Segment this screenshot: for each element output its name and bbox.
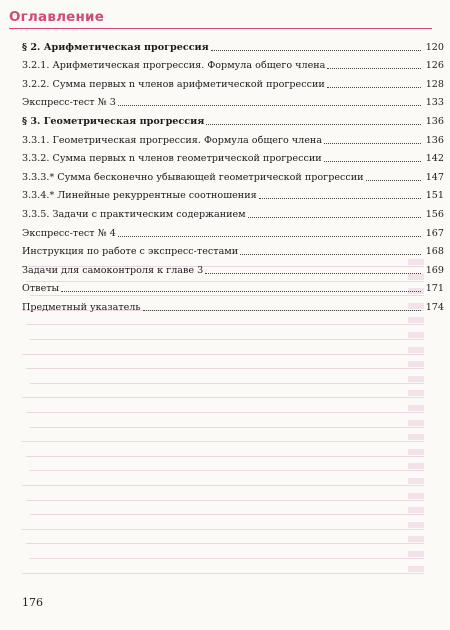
show-through-mark bbox=[408, 478, 424, 484]
toc-entry bbox=[22, 165, 444, 184]
toc-entry bbox=[22, 240, 444, 259]
toc-entry-title: § 3. Геометрическая прогрессия bbox=[22, 115, 205, 127]
show-through-line bbox=[22, 529, 424, 530]
toc-entry-title: 3.3.5. Задачи с практическим содержанием bbox=[22, 208, 246, 220]
show-through-mark bbox=[408, 347, 424, 353]
show-through-line bbox=[22, 573, 424, 574]
show-through-line bbox=[22, 354, 424, 355]
toc-entry-title: 3.2.2. Сумма первых n членов арифметической прогрессии bbox=[22, 78, 325, 90]
show-through-line bbox=[30, 558, 424, 559]
show-through-line bbox=[30, 470, 424, 471]
dot-leader bbox=[206, 124, 421, 125]
show-through-line bbox=[30, 383, 424, 384]
dot-leader bbox=[118, 105, 421, 106]
show-through-line bbox=[26, 368, 424, 369]
show-through-line bbox=[30, 339, 424, 340]
dot-leader bbox=[327, 68, 421, 69]
show-through-line bbox=[22, 441, 424, 442]
dot-leader bbox=[240, 254, 421, 255]
dot-leader bbox=[324, 161, 421, 162]
show-through-mark bbox=[408, 420, 424, 426]
show-through-line bbox=[26, 324, 424, 325]
show-through-mark bbox=[408, 405, 424, 411]
show-through-line bbox=[26, 456, 424, 457]
toc-entry-page: 174 bbox=[425, 301, 444, 313]
show-through-mark bbox=[408, 390, 424, 396]
toc-entry-title: Инструкция по работе с экспресс-тестами bbox=[22, 246, 239, 258]
toc-entry-title: 3.3.1. Геометрическая прогрессия. Формула общего члена bbox=[22, 134, 323, 146]
toc-entry-page: 120 bbox=[425, 41, 444, 53]
toc-entry bbox=[22, 109, 444, 128]
dot-leader bbox=[143, 310, 421, 311]
toc-entry-title: 3.3.4.* Линейные рекуррентные соотношения bbox=[22, 190, 257, 202]
toc-entry-page: 126 bbox=[425, 60, 444, 72]
toc-entry bbox=[22, 184, 444, 203]
show-through-line bbox=[26, 412, 424, 413]
section-title: Оглавление bbox=[9, 9, 105, 25]
toc-entry bbox=[22, 72, 444, 91]
show-through-line bbox=[30, 514, 424, 515]
show-through-line bbox=[26, 500, 424, 501]
toc-entry bbox=[22, 258, 444, 277]
table-of-contents bbox=[22, 35, 444, 314]
toc-entry-title: 3.2.1. Арифметическая прогрессия. Формула общего члена bbox=[22, 60, 326, 72]
toc-entry bbox=[22, 295, 444, 314]
toc-entry bbox=[22, 202, 444, 221]
toc-entry-page: 142 bbox=[425, 153, 444, 165]
toc-entry-page: 151 bbox=[425, 190, 444, 202]
toc-entry-page: 133 bbox=[425, 97, 444, 109]
show-through-mark bbox=[408, 551, 424, 557]
dot-leader bbox=[118, 236, 421, 237]
toc-entry bbox=[22, 221, 444, 240]
show-through-mark bbox=[408, 434, 424, 440]
show-through-mark bbox=[408, 522, 424, 528]
show-through-mark bbox=[408, 361, 424, 367]
toc-entry bbox=[22, 147, 444, 166]
toc-entry-title: 3.3.3.* Сумма бесконечно убывающей геометрической прогрессии bbox=[22, 171, 364, 183]
dot-leader bbox=[205, 273, 421, 274]
dot-leader bbox=[61, 291, 421, 292]
toc-entry bbox=[22, 128, 444, 147]
show-through-mark bbox=[408, 493, 424, 499]
toc-entry-title: Экспресс-тест № 3 bbox=[22, 97, 116, 109]
toc-entry-title: § 2. Арифметическая прогрессия bbox=[22, 41, 209, 53]
dot-leader bbox=[211, 50, 421, 51]
show-through-line bbox=[22, 397, 424, 398]
show-through-mark bbox=[408, 449, 424, 455]
toc-entry-page: 156 bbox=[425, 208, 444, 220]
dot-leader bbox=[259, 198, 421, 199]
dot-leader bbox=[324, 143, 421, 144]
show-through-mark bbox=[408, 566, 424, 572]
toc-entry bbox=[22, 277, 444, 296]
toc-entry-title: Предметный указатель bbox=[22, 301, 141, 313]
toc-entry bbox=[22, 35, 444, 54]
dot-leader bbox=[366, 180, 421, 181]
toc-entry bbox=[22, 91, 444, 110]
show-through-mark bbox=[408, 536, 424, 542]
toc-entry-page: 128 bbox=[425, 78, 444, 90]
show-through-mark bbox=[408, 376, 424, 382]
toc-entry-page: 147 bbox=[425, 171, 444, 183]
show-through-mark bbox=[408, 463, 424, 469]
toc-entry-page: 136 bbox=[425, 134, 444, 146]
show-through-line bbox=[26, 543, 424, 544]
show-through-line bbox=[30, 427, 424, 428]
toc-entry-page: 167 bbox=[425, 227, 444, 239]
toc-entry-title: Экспресс-тест № 4 bbox=[22, 227, 116, 239]
dot-leader bbox=[327, 87, 421, 88]
page-number: 176 bbox=[22, 596, 43, 609]
show-through-line bbox=[22, 485, 424, 486]
header-rule bbox=[9, 28, 432, 29]
toc-entry-page: 171 bbox=[425, 283, 444, 295]
dot-leader bbox=[248, 217, 421, 218]
show-through-mark bbox=[408, 507, 424, 513]
toc-entry-page: 136 bbox=[425, 115, 444, 127]
show-through-mark bbox=[408, 317, 424, 323]
toc-entry-title: 3.3.2. Сумма первых n членов геометрической прогрессии bbox=[22, 153, 322, 165]
toc-entry-title: Задачи для самоконтроля к главе 3 bbox=[22, 264, 204, 276]
header bbox=[0, 0, 450, 34]
toc-entry-page: 169 bbox=[425, 264, 444, 276]
toc-entry-page: 168 bbox=[425, 246, 444, 258]
toc-entry bbox=[22, 54, 444, 73]
show-through-mark bbox=[408, 332, 424, 338]
toc-entry-title: Ответы bbox=[22, 283, 60, 295]
